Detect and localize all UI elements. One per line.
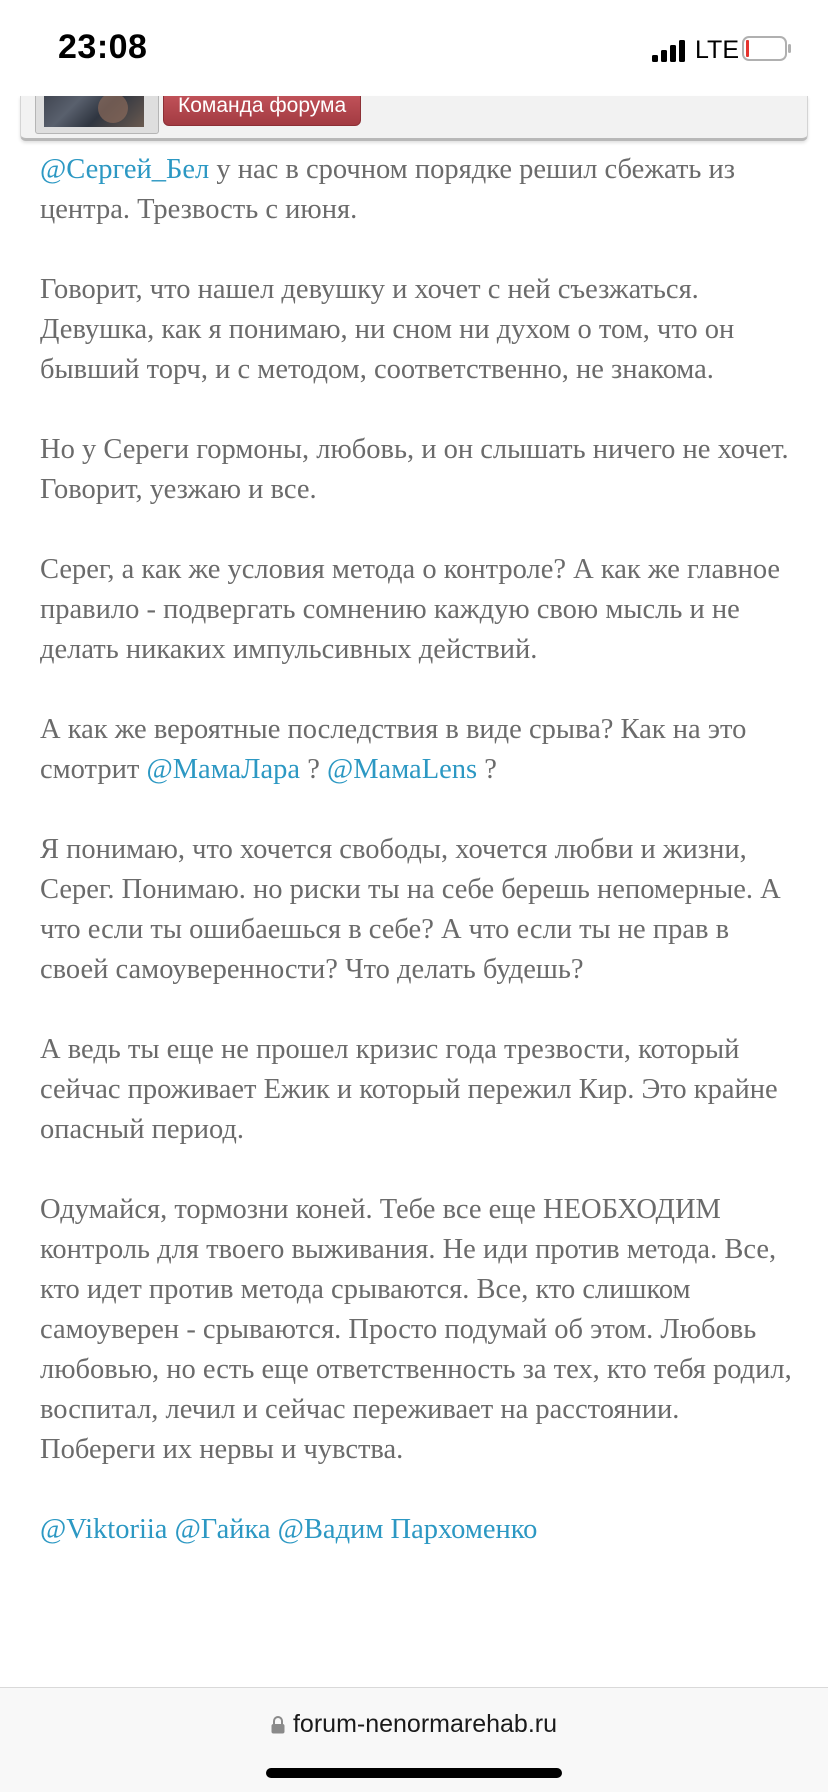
mentions-line [40,1510,800,1550]
post-body [40,150,800,1590]
mention-link[interactable]: @МамаLens [326,754,478,785]
role-badge: Команда форума [163,96,361,126]
paragraph-8: Одумайся, тормозни коней. Тебе все еще НЕОБХОДИМ контроль для твоего выживания. Не иди против метода. Все, кто идет против метода срываются. Все, кто слишком самоуверен - срываются. Просто подумай об этом. Любовь любовью, но есть еще ответственность за тех, кто тебя родил, воспитал, лечил и сейчас переживает на расстоянии. Побереги их нервы и чувства. [40,1194,792,1465]
paragraph-4: Серег, а как же условия метода о контроле? А как же главное правило - подвергать сомнению каждую свою мысль и не делать никаких импульсивных действий. [40,554,781,665]
mention-link[interactable]: @Гайка [174,1514,271,1545]
mention-link[interactable]: @Вадим Пархоменко [277,1514,538,1545]
avatar[interactable] [35,96,159,134]
home-indicator[interactable] [266,1768,562,1778]
mention-link[interactable]: @Viktoriia [40,1514,168,1545]
paragraph-text: у нас в срочном порядке решил сбежать из центра. Трезвость с июня. [40,154,736,225]
mention-link[interactable]: @Сергей_Бел [40,154,210,185]
battery-icon [742,36,792,61]
paragraph-text: ? [300,754,327,785]
paragraph-7: А ведь ты еще не прошел кризис года трезвости, который сейчас проживает Ежик и который пережил Кир. Это крайне опасный период. [40,1034,778,1145]
url-text: forum-nenormarehab.ru [292,1710,557,1738]
post-header [20,96,808,141]
paragraph-3: Но у Сереги гормоны, любовь, и он слышать ничего не хочет. Говорит, уезжаю и все. [40,434,789,505]
paragraph-6: Я понимаю, что хочется свободы, хочется любви и жизни, Серег. Понимаю. но риски ты на себе берешь непомерные. А что если ты ошибаешься в себе? А что если ты не прав в своей самоуверенности? Что делать будешь? [40,834,781,985]
paragraph-1 [40,150,800,230]
avatar-photo [44,96,144,127]
status-bar [0,0,828,96]
paragraph-text: А как же вероятные последствия в виде срыва? Как на это смотрит [40,714,747,785]
url-bar[interactable] [0,1688,828,1792]
network-label: LTE [695,36,739,64]
paragraph-text: ? [477,754,497,785]
lock-icon [271,1716,285,1734]
signal-icon [652,40,686,62]
paragraph-5 [40,710,800,790]
status-time: 23:08 [58,28,148,66]
paragraph-2: Говорит, что нашел девушку и хочет с ней съезжаться. Девушка, как я понимаю, ни сном ни духом о том, что он бывший торч, и с методом, соответственно, не знакома. [40,274,735,385]
address-field[interactable] [0,1710,828,1739]
mention-link[interactable]: @МамаЛара [146,754,301,785]
